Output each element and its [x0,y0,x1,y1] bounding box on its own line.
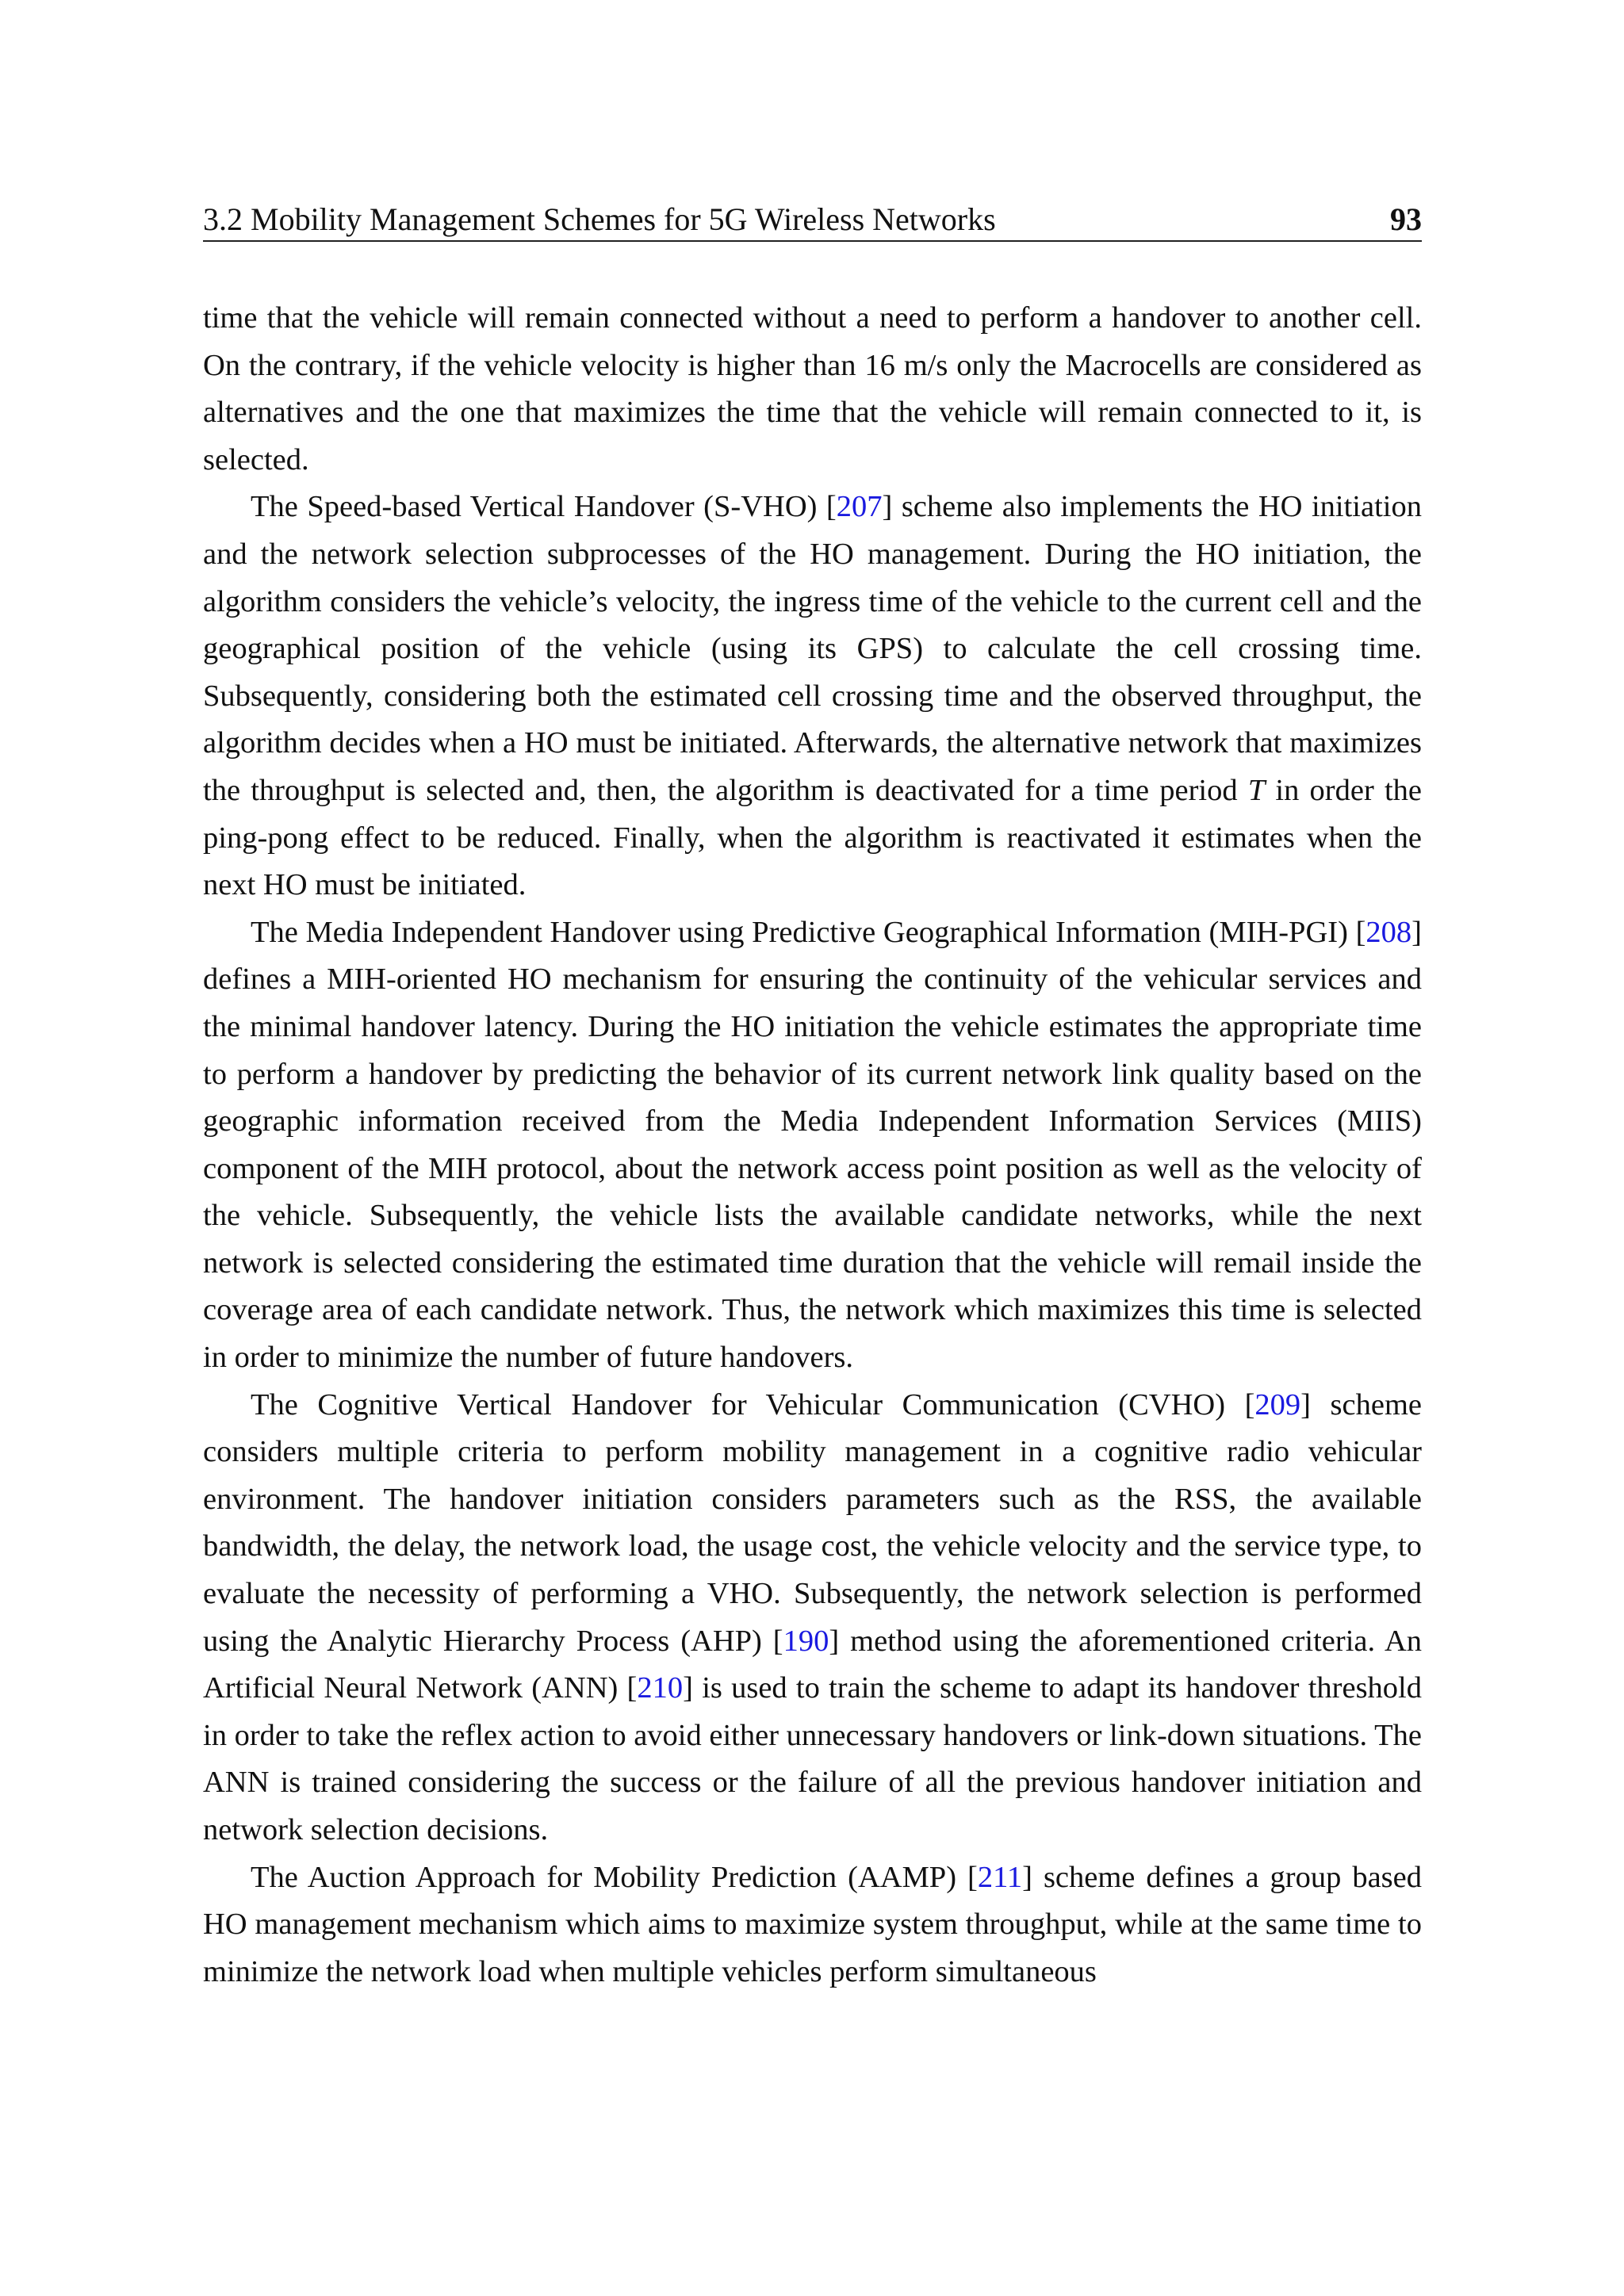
section-title: 3.2 Mobility Management Schemes for 5G Wireless Networks [203,201,996,237]
paragraph-continuation [203,295,1422,484]
citation-link[interactable]: 208 [1365,915,1412,949]
citation-link[interactable]: 211 [977,1860,1023,1894]
paragraph-s-vho [203,484,1422,909]
paragraph-text: ] scheme defines a group based HO management mechanism which aims to maximize system throughput, while at the same time to minimize the network load when multiple vehicles perform simultaneous [203,1860,1422,1988]
paragraph-aamp [203,1854,1422,1996]
paragraph-mih-pgi [203,909,1422,1382]
paragraph-cvho [203,1382,1422,1854]
paragraph-text: The Media Independent Handover using Predictive Geographical Information (MIH-PGI) [ [251,915,1366,949]
citation-link[interactable]: 210 [637,1671,684,1705]
citation-link[interactable]: 190 [783,1624,829,1658]
running-header [203,193,1422,242]
paragraph-text: ] is used to train the scheme to adapt its handover threshold in order to take the reflex action to avoid either unnecessary handovers or link-down situations. The ANN is trained considering the success or the failure of all the previous handover initiation and network selection decisions. [203,1671,1423,1846]
paragraph-text: ] scheme also implements the HO initiation and the network selection subprocesses of the HO management. During the HO initiation, the algorithm considers the vehicle’s velocity, the ingress time of the vehicle to the current cell and the geographical position of the vehicle (using its GPS) to calculate the cell crossing time. Subsequently, considering both the estimated cell crossing time and the observed throughput, the algorithm decides when a HO must be initiated. Afterwards, the alternative network that maximizes the throughput is selected and, then, the algorithm is deactivated for a time period [203,490,1422,807]
math-variable: T [1247,773,1266,807]
paragraph-text: time that the vehicle will remain connected without a need to perform a handover to another cell. On the contrary, if the vehicle velocity is higher than 16 m/s only the Macrocells are considered as alternatives and the one that maximizes the time that the vehicle will remain connected to it, is selected. [203,301,1422,476]
body-text [203,295,1422,1996]
paragraph-text: ] method using the aforementioned criteria. An Artificial Neural Network (ANN) [ [203,1624,1423,1705]
paragraph-text: The Cognitive Vertical Handover for Vehicular Communication (CVHO) [ [251,1387,1255,1422]
paragraph-text: The Auction Approach for Mobility Prediction (AAMP) [ [251,1860,978,1894]
citation-link[interactable]: 207 [836,490,883,524]
paragraph-text: The Speed-based Vertical Handover (S-VHO) [ [251,490,837,524]
paragraph-text: ] defines a MIH-oriented HO mechanism for ensuring the continuity of the vehicular services and the minimal handover latency. During the HO initiation the vehicle estimates the appropriate time to perform a handover by predicting the behavior of its current network link quality based on the geographic information received from the Media Independent Information Services (MIIS) component of the MIH protocol, about the network access point position as well as the velocity of the vehicle. Subsequently, the vehicle lists the available candidate networks, while the next network is selected considering the estimated time duration that the vehicle will remail inside the coverage area of each candidate network. Thus, the network which maximizes this time is selected in order to minimize the number of future handovers. [203,915,1422,1375]
citation-link[interactable]: 209 [1254,1387,1301,1422]
page-number: 93 [1390,201,1422,237]
paragraph-text: ] scheme considers multiple criteria to perform mobility management in a cognitive radio vehicular environment. The handover initiation considers parameters such as the RSS, the available bandwidth, the delay, the network load, the usage cost, the vehicle velocity and the service type, to evaluate the necessity of performing a VHO. Subsequently, the network selection is performed using the Analytic Hierarchy Process (AHP) [ [203,1387,1423,1658]
paragraph-text: in order the ping-pong effect to be reduced. Finally, when the algorithm is reactivated it estimates when the next HO must be initiated. [203,773,1422,902]
